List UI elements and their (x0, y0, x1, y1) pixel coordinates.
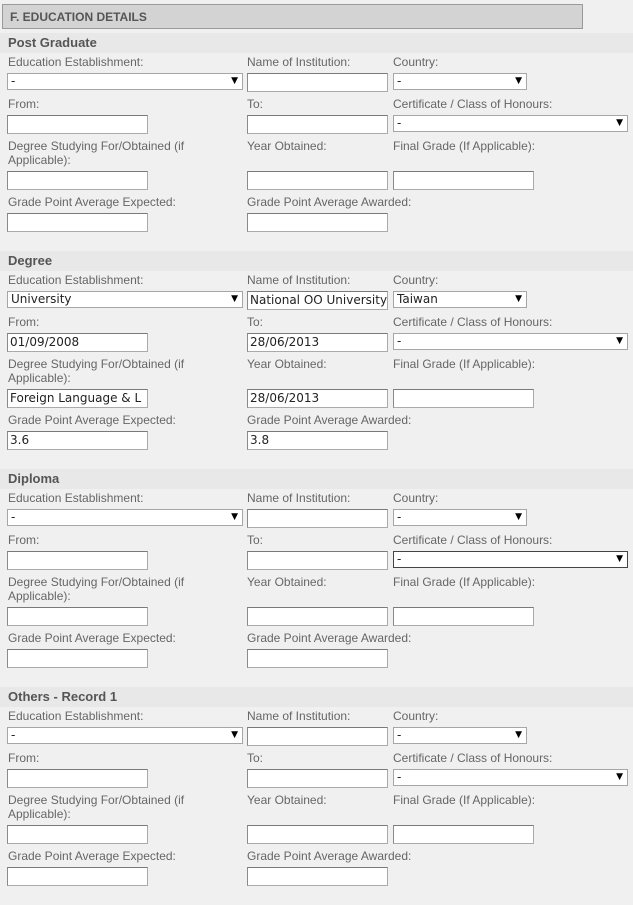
from-date-input[interactable]: 01/09/2008 (7, 333, 148, 352)
degree-label: Degree Studying For/Obtained (if Applicable): (8, 139, 185, 167)
institution-input[interactable] (247, 73, 388, 92)
year-obtained-label: Year Obtained: (247, 793, 327, 807)
gpa-awarded-label: Grade Point Average Awarded: (247, 195, 412, 209)
gpa-awarded-label: Grade Point Average Awarded: (247, 631, 412, 645)
certificate-value: - (397, 770, 402, 784)
final-grade-input[interactable] (393, 607, 534, 626)
year-obtained-input[interactable] (247, 825, 388, 844)
country-value: Taiwan (397, 292, 438, 306)
from-label: From: (8, 751, 40, 765)
certificate-label: Certificate / Class of Honours: (393, 97, 553, 111)
gpa-awarded-input[interactable] (247, 867, 388, 886)
education-section-degree (0, 251, 633, 469)
gpa-awarded-input[interactable]: 3.8 (247, 431, 388, 450)
certificate-select[interactable] (393, 333, 628, 350)
from-label: From: (8, 315, 40, 329)
to-date-input[interactable] (247, 769, 388, 788)
certificate-value: - (397, 552, 402, 566)
final-grade-label: Final Grade (If Applicable): (393, 357, 536, 371)
to-label: To: (247, 97, 264, 111)
from-date-input[interactable] (7, 115, 148, 134)
to-date-input[interactable]: 28/06/2013 (247, 333, 388, 352)
dropdown-arrow-icon: ▼ (515, 76, 522, 86)
degree-label: Degree Studying For/Obtained (if Applicable): (8, 575, 185, 603)
degree-input[interactable]: Foreign Language & L (7, 389, 148, 408)
education-section-diploma (0, 469, 633, 687)
to-date-input[interactable] (247, 115, 388, 134)
establishment-value: - (11, 728, 16, 742)
institution-label: Name of Institution: (247, 273, 351, 287)
section-title: Others - Record 1 (0, 687, 633, 707)
establishment-select[interactable] (7, 291, 243, 308)
country-select[interactable] (393, 727, 527, 744)
degree-input[interactable] (7, 171, 148, 190)
establishment-label: Education Establishment: (8, 55, 144, 69)
from-label: From: (8, 533, 40, 547)
dropdown-arrow-icon: ▼ (616, 554, 623, 564)
gpa-expected-input[interactable] (7, 213, 148, 232)
from-date-input[interactable] (7, 769, 148, 788)
dropdown-arrow-icon: ▼ (515, 730, 522, 740)
country-label: Country: (393, 709, 439, 723)
final-grade-input[interactable] (393, 171, 534, 190)
country-value: - (397, 728, 402, 742)
section-title: Post Graduate (0, 33, 633, 53)
country-select[interactable] (393, 73, 527, 90)
country-select[interactable] (393, 509, 527, 526)
dropdown-arrow-icon: ▼ (231, 76, 238, 86)
establishment-select[interactable] (7, 73, 243, 90)
from-date-input[interactable] (7, 551, 148, 570)
gpa-awarded-input[interactable] (247, 213, 388, 232)
certificate-label: Certificate / Class of Honours: (393, 533, 553, 547)
establishment-value: University (11, 292, 72, 306)
establishment-label: Education Establishment: (8, 273, 144, 287)
dropdown-arrow-icon: ▼ (231, 730, 238, 740)
certificate-select[interactable] (393, 115, 628, 132)
establishment-label: Education Establishment: (8, 709, 144, 723)
establishment-select[interactable] (7, 727, 243, 744)
establishment-label: Education Establishment: (8, 491, 144, 505)
dropdown-arrow-icon: ▼ (231, 512, 238, 522)
to-label: To: (247, 533, 264, 547)
degree-input[interactable] (7, 607, 148, 626)
gpa-expected-label: Grade Point Average Expected: (8, 849, 176, 863)
final-grade-label: Final Grade (If Applicable): (393, 793, 536, 807)
establishment-value: - (11, 74, 16, 88)
year-obtained-input[interactable]: 28/06/2013 (247, 389, 388, 408)
final-grade-label: Final Grade (If Applicable): (393, 575, 536, 589)
year-obtained-label: Year Obtained: (247, 357, 327, 371)
establishment-value: - (11, 510, 16, 524)
country-label: Country: (393, 55, 439, 69)
final-grade-input[interactable] (393, 825, 534, 844)
gpa-expected-label: Grade Point Average Expected: (8, 631, 176, 645)
establishment-select[interactable] (7, 509, 243, 526)
degree-label: Degree Studying For/Obtained (if Applicable): (8, 357, 185, 385)
gpa-expected-input[interactable] (7, 867, 148, 886)
section-header: F. EDUCATION DETAILS (2, 4, 583, 29)
dropdown-arrow-icon: ▼ (616, 118, 623, 128)
institution-input[interactable] (247, 509, 388, 528)
certificate-label: Certificate / Class of Honours: (393, 315, 553, 329)
dropdown-arrow-icon: ▼ (515, 294, 522, 304)
country-label: Country: (393, 273, 439, 287)
dropdown-arrow-icon: ▼ (616, 772, 623, 782)
section-title: Diploma (0, 469, 633, 489)
to-date-input[interactable] (247, 551, 388, 570)
country-label: Country: (393, 491, 439, 505)
country-value: - (397, 510, 402, 524)
from-label: From: (8, 97, 40, 111)
to-label: To: (247, 751, 264, 765)
education-section-post-graduate (0, 33, 633, 251)
final-grade-input[interactable] (393, 389, 534, 408)
gpa-expected-label: Grade Point Average Expected: (8, 413, 176, 427)
country-value: - (397, 74, 402, 88)
certificate-value: - (397, 334, 402, 348)
final-grade-label: Final Grade (If Applicable): (393, 139, 536, 153)
year-obtained-input[interactable] (247, 607, 388, 626)
gpa-expected-input[interactable] (7, 649, 148, 668)
country-select[interactable] (393, 291, 527, 308)
certificate-select[interactable] (393, 769, 628, 786)
gpa-awarded-label: Grade Point Average Awarded: (247, 849, 412, 863)
dropdown-arrow-icon: ▼ (616, 336, 623, 346)
institution-input[interactable] (247, 727, 388, 746)
year-obtained-label: Year Obtained: (247, 575, 327, 589)
gpa-expected-label: Grade Point Average Expected: (8, 195, 176, 209)
certificate-value: - (397, 116, 402, 130)
to-label: To: (247, 315, 264, 329)
institution-label: Name of Institution: (247, 55, 351, 69)
gpa-awarded-input[interactable] (247, 649, 388, 668)
institution-label: Name of Institution: (247, 491, 351, 505)
certificate-label: Certificate / Class of Honours: (393, 751, 553, 765)
year-obtained-input[interactable] (247, 171, 388, 190)
institution-input[interactable]: National OO University (247, 291, 388, 310)
institution-label: Name of Institution: (247, 709, 351, 723)
dropdown-arrow-icon: ▼ (231, 294, 238, 304)
gpa-expected-input[interactable]: 3.6 (7, 431, 148, 450)
dropdown-arrow-icon: ▼ (515, 512, 522, 522)
degree-label: Degree Studying For/Obtained (if Applicable): (8, 793, 185, 821)
section-title: Degree (0, 251, 633, 271)
education-section-others-record-1 (0, 687, 633, 905)
certificate-select[interactable] (393, 551, 628, 568)
year-obtained-label: Year Obtained: (247, 139, 327, 153)
degree-input[interactable] (7, 825, 148, 844)
gpa-awarded-label: Grade Point Average Awarded: (247, 413, 412, 427)
